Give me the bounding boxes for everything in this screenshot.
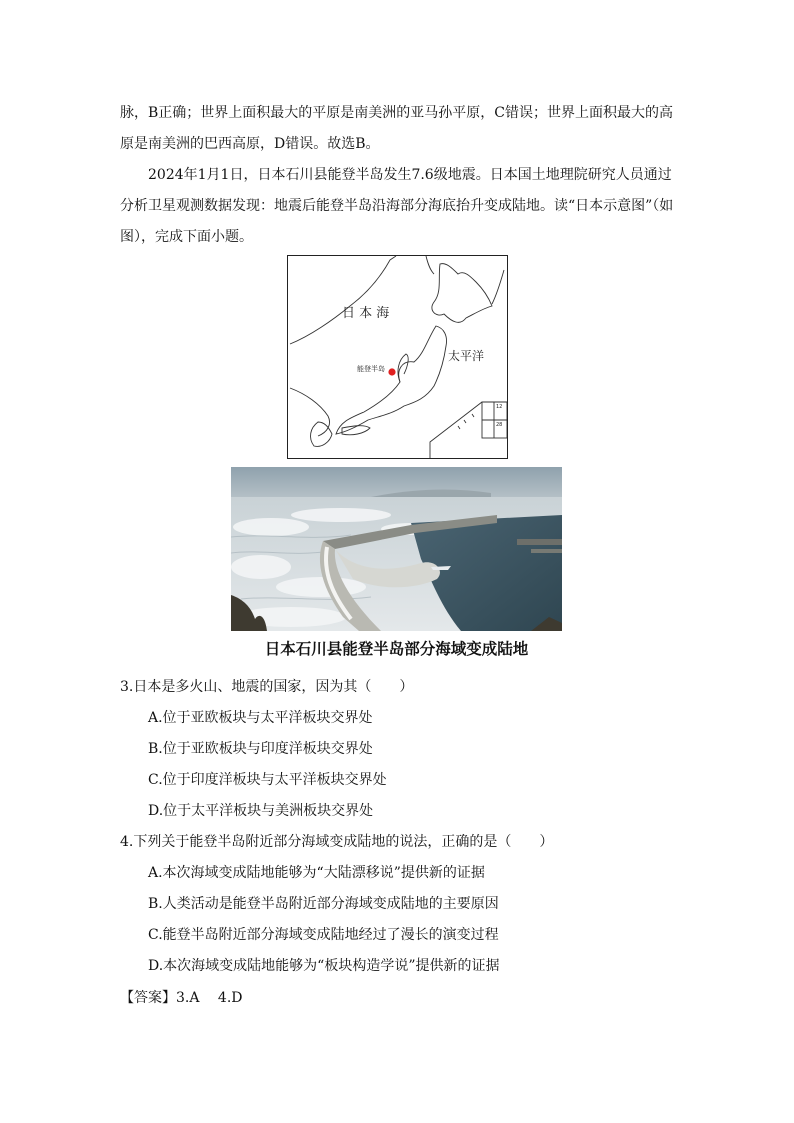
sea-of-japan-label: 日 本 海 [342, 306, 390, 321]
pacific-ocean-label: 太平洋 [448, 349, 485, 363]
korea-coast [290, 388, 330, 436]
question-3-option-b: B.位于亚欧板块与印度洋板块交界处 [148, 741, 373, 757]
inset-frame [430, 402, 507, 458]
kuril [492, 270, 504, 304]
honshu [336, 326, 447, 434]
noto-marker [388, 368, 395, 375]
mainland-coast [290, 256, 396, 344]
question-3-option-a: A.位于亚欧板块与太平洋板块交界处 [148, 710, 373, 726]
question-4-option-b: B.人类活动是能登半岛附近部分海域变成陆地的主要原因 [148, 896, 499, 912]
pier-2 [531, 549, 562, 553]
pier [517, 539, 562, 545]
question-3-option-c: C.位于印度洋板块与太平洋板块交界处 [148, 772, 387, 788]
noto-peninsula-label: 能登半岛 [357, 365, 385, 373]
answer-line: 【答案】3.A 4.D [120, 990, 243, 1006]
inset-label-1: 12 [496, 404, 503, 410]
intro-line-2: 原是南美洲的巴西高原，D错误。故选B。 [120, 136, 380, 152]
hokkaido [432, 264, 492, 323]
photo-caption: 日本石川县能登半岛部分海域变成陆地 [264, 640, 529, 658]
question-4-option-c: C.能登半岛附近部分海域变成陆地经过了漫长的演变过程 [148, 927, 499, 943]
ryukyu [458, 414, 474, 429]
inset-grid [482, 402, 507, 438]
noto-peninsula [398, 354, 408, 382]
question-4-option-d: D.本次海域变成陆地能够为“板块构造学说”提供新的证据 [148, 958, 500, 974]
question-3-stem: 3.日本是多火山、地震的国家，因为其（ ） [120, 679, 414, 695]
question-4-option-a: A.本次海域变成陆地能够为“大陆漂移说”提供新的证据 [148, 865, 485, 881]
coast-photo [231, 467, 562, 631]
inset-label-2: 28 [496, 422, 503, 428]
intro-line-1: 脉，B正确；世界上面积最大的平原是南美洲的亚马孙平原，C错误；世界上面积最大的高 [120, 105, 673, 121]
japan-map [287, 255, 508, 459]
passage-text: 2024年1月1日，日本石川县能登半岛发生7.6级地震。日本国土地理院研究人员通过分析卫星观测数据发现：地震后能登半岛沿海部分海底抬升变成陆地。读“日本示意图”（如图），完成下面小题。 [120, 167, 674, 245]
coast-photo-drawing [231, 467, 562, 631]
question-4-stem: 4.下列关于能登半岛附近部分海域变成陆地的说法，正确的是（ ） [120, 834, 554, 850]
question-3-option-d: D.位于太平洋板块与美洲板块交界处 [148, 803, 374, 819]
sakhalin [426, 256, 434, 274]
